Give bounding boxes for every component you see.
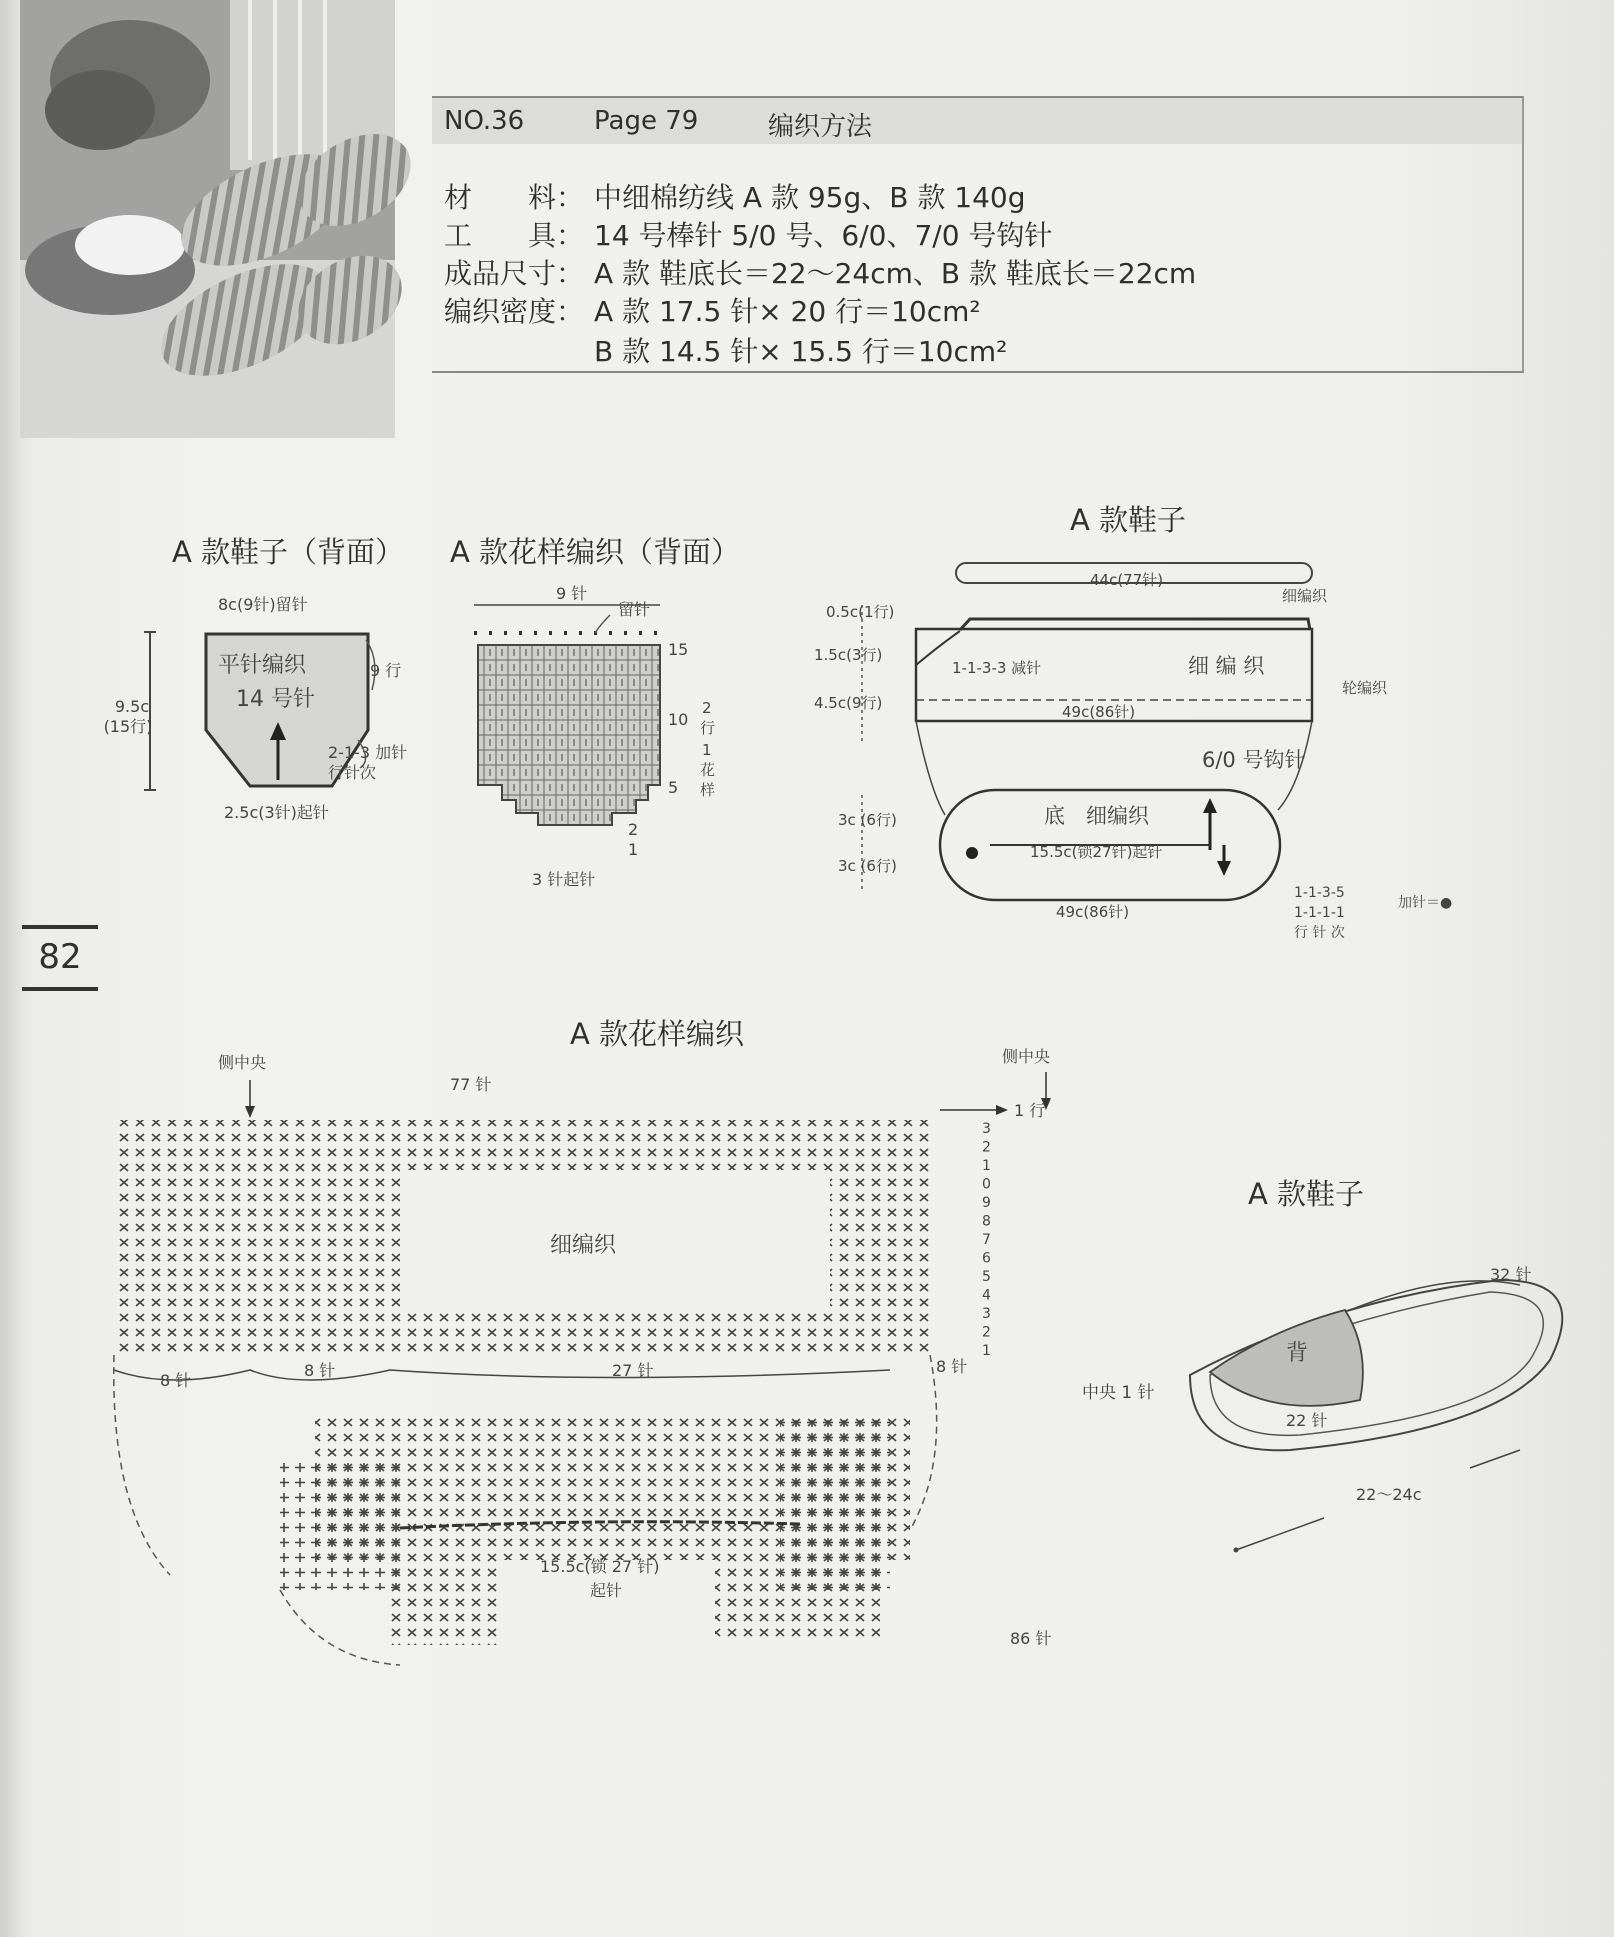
gauge-row: 编织密度： A 款 17.5 针× 20 行＝10cm² — [444, 295, 981, 328]
row-number: 3 — [982, 1306, 991, 1322]
length-line-right — [1470, 1450, 1520, 1468]
stitch-86-label: 86 针 — [1010, 1629, 1052, 1648]
row-10-label: 10 — [668, 710, 689, 729]
row-number: 0 — [982, 1176, 991, 1193]
info-header — [432, 98, 1522, 144]
width-49-label: 49c(86针) — [1062, 703, 1136, 721]
side-1-label: 1 — [702, 741, 712, 759]
thin-knit-label: 细编织 — [1282, 587, 1328, 605]
side-center-right-label: 侧中央 — [1002, 1047, 1051, 1066]
middle-label: 细 编 织 — [1188, 654, 1265, 678]
hook-label: 6/0 号钩针 — [1202, 748, 1306, 772]
diagram2-title: A 款花样编织（背面） — [450, 535, 741, 569]
pattern-number: NO.36 — [444, 106, 525, 136]
center-label-1: 平针编织 — [218, 653, 307, 678]
side-row-label: 行 — [700, 719, 716, 737]
chain-label-1: 15.5c(锁 27 针) — [540, 1557, 660, 1576]
row-1-label: 1 行 — [1014, 1101, 1046, 1120]
top-label: 8c(9针)留针 — [218, 595, 308, 614]
increase-unit-label: 行针次 — [328, 763, 377, 782]
diagram3-title: A 款鞋子 — [1070, 503, 1187, 537]
height-rows-label: (15行) — [103, 717, 153, 736]
method-title: 编织方法 — [768, 112, 873, 142]
width-49b-label: 49c(86针) — [1056, 903, 1130, 921]
stitch-32-label: 32 针 — [1490, 1265, 1532, 1284]
keep-label: 留针 — [618, 600, 651, 619]
cast-on-label: 2.5c(3针)起针 — [224, 803, 329, 822]
increase-2-label: 1-1-1-1 — [1294, 905, 1345, 921]
diagram4-large-pattern-chart — [100, 1040, 1120, 1680]
row-number: 1 — [982, 1343, 991, 1359]
row-number: 9 — [982, 1195, 991, 1211]
center-thin-knit-label: 细编织 — [550, 1233, 617, 1258]
stitch-77-label: 77 针 — [450, 1075, 492, 1094]
info-box — [432, 96, 1524, 373]
height-2-label: 1.5c(3行) — [814, 646, 883, 664]
page-reference: Page 79 — [594, 106, 699, 136]
rows-label: 9 行 — [370, 661, 402, 680]
row-number: 7 — [982, 1232, 991, 1248]
back-label: 背 — [1286, 1341, 1309, 1366]
height-3-label: 4.5c(9行) — [814, 694, 883, 712]
row-number: 4 — [982, 1287, 991, 1304]
side-2-label: 2 — [702, 699, 712, 717]
increase-3-label: 行 针 次 — [1294, 925, 1345, 941]
page-number: 82 — [22, 925, 98, 991]
length-label: 22～24c — [1356, 1485, 1422, 1504]
bottom-8-2-label: 8 针 — [304, 1361, 336, 1380]
sole-height-2-label: 3c (6行) — [838, 857, 897, 875]
increase-note-label: 加针＝● — [1398, 895, 1453, 911]
bottom-8-1-label: 8 针 — [160, 1371, 192, 1390]
sole-label: 底 细编织 — [1044, 804, 1149, 828]
pattern-grid — [478, 645, 660, 825]
chain-label-2: 起针 — [590, 1581, 623, 1600]
bottom-8-3-label: 8 针 — [936, 1357, 968, 1376]
diagram2-pattern-chart — [460, 585, 730, 895]
row-5-label: 5 — [668, 778, 679, 797]
increase-dot — [966, 847, 978, 859]
cast-on-label: 3 针起针 — [532, 870, 596, 889]
row-number: 6 — [982, 1250, 991, 1267]
center-label-2: 14 号针 — [236, 687, 315, 712]
side-pattern-label: 花 — [700, 761, 716, 779]
row-15-label: 15 — [668, 640, 689, 659]
row-number: 5 — [982, 1269, 991, 1285]
increase-1-label: 1-1-3-5 — [1294, 885, 1345, 901]
row-number: 2 — [982, 1324, 991, 1341]
slippers-photo-illustration — [20, 0, 395, 438]
sole-chain-label: 15.5c(锁27针)起针 — [1030, 843, 1163, 861]
row-number: 2 — [982, 1139, 991, 1156]
row-number: 8 — [982, 1213, 991, 1230]
row-number: 1 — [982, 1158, 991, 1174]
sole-height-1-label: 3c (6行) — [838, 811, 897, 829]
diagram4-title: A 款花样编织 — [570, 1017, 745, 1051]
row-number: 3 — [982, 1121, 991, 1137]
diagram5-title: A 款鞋子 — [1248, 1177, 1365, 1211]
side-center-left-label: 侧中央 — [218, 1053, 267, 1072]
increase-label: 2-1-3 加针 — [328, 743, 408, 762]
materials-row: 材 料： 中细棉纺线 A 款 95g、B 款 140g — [444, 181, 1026, 214]
row-number-column — [982, 1121, 991, 1359]
size-row: 成品尺寸： A 款 鞋底长＝22～24cm、B 款 鞋底长＝22cm — [444, 257, 1197, 290]
center-stitch-label: 中央 1 针 — [1082, 1383, 1155, 1403]
tools-row: 工 具： 14 号棒针 5/0 号、6/0、7/0 号钩针 — [444, 219, 1053, 252]
slippers-photo — [20, 0, 395, 438]
decrease-label: 1-1-3-3 减针 — [952, 659, 1042, 677]
row-2-label: 2 — [628, 820, 639, 839]
diagram1-back-piece — [103, 590, 450, 830]
row-1-label: 1 — [628, 840, 639, 859]
height-label: 9.5c — [114, 697, 150, 716]
bottom-27-label: 27 针 — [612, 1361, 654, 1380]
stitch-22-label: 22 针 — [1286, 1411, 1328, 1430]
gauge-row-b: B 款 14.5 针× 15.5 行＝10cm² — [594, 335, 1008, 368]
diagram5-finished-shoe — [1070, 1200, 1570, 1580]
lower-stitch-block — [280, 1415, 910, 1645]
round-knit-label: 轮编织 — [1342, 679, 1388, 697]
width-label: 9 针 — [556, 584, 588, 603]
length-line-left — [1236, 1518, 1324, 1550]
diagram1-title: A 款鞋子（背面） — [172, 535, 405, 569]
band-label: 44c(77针) — [1090, 571, 1164, 589]
height-1-label: 0.5c(1行) — [826, 603, 895, 621]
diagram3-shoe-construction — [800, 545, 1490, 965]
side-pattern-label-2: 样 — [700, 781, 716, 799]
